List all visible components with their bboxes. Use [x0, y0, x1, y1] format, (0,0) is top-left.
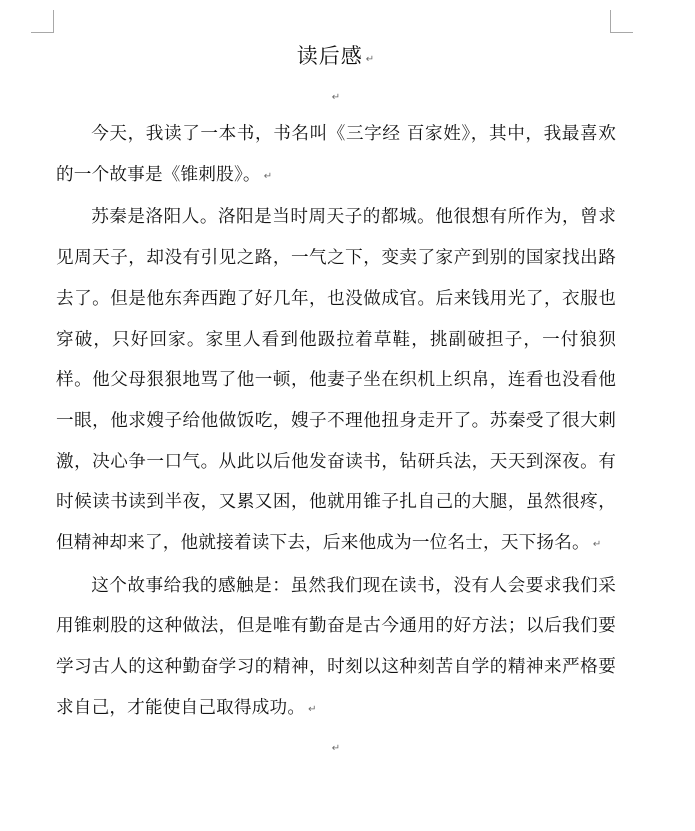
title-text: 读后感: [296, 44, 363, 68]
top-right-margin-mark: [610, 10, 633, 33]
top-left-margin-mark: [31, 10, 54, 33]
empty-paragraph[interactable]: [56, 76, 616, 114]
paragraph-mark-icon: ↵: [331, 92, 341, 103]
paragraph-mark-icon: ↵: [331, 742, 341, 754]
paragraph-text: 苏秦是洛阳人。洛阳是当时周天子的都城。他很想有所作为，曾求见周天子，却没有引见之路，一气之下，变卖了家产到别的国家找出路去了。但是他东奔西跑了好几年，也没做成官。后来钱用光了，衣服也穿破，只好回家。家里人看到他趿拉着草鞋，挑副破担子，一付狼狈样。他父母狠狠地骂了他一顿，他妻子坐在织机上织帛，连看也没看他一眼，他求嫂子给他做饭吃，嫂子不理他扭身走开了。苏秦受了很大刺激，决心争一口气。从此以后他发奋读书，钻研兵法，天天到深夜。有时候读书读到半夜，又累又困，他就用锥子扎自己的大腿，虽然很疼，但精神却来了，他就接着读下去，后来他成为一位名士，天下扬名。: [56, 207, 616, 554]
paragraph-mark-icon: ↵: [592, 539, 602, 551]
document-body[interactable]: [56, 36, 616, 761]
paragraph-text: 今天，我读了一本书，书名叫《三字经 百家姓》，其中，我最喜欢的一个故事是《锥刺股》。: [56, 124, 616, 185]
empty-paragraph[interactable]: [56, 731, 616, 761]
paragraph-text: 这个故事给我的感触是：虽然我们现在读书，没有人会要求我们采用锥刺股的这种做法，但是唯有勤奋是古今通用的好方法；以后我们要学习古人的这种勤奋学习的精神，时刻以这种刻苦自学的精神来严格要求自己，才能使自己取得成功。: [56, 575, 616, 718]
document-title[interactable]: [56, 36, 616, 76]
paragraph-2[interactable]: [56, 197, 616, 565]
paragraph-3[interactable]: [56, 566, 616, 731]
paragraph-mark-icon: ↵: [308, 703, 317, 715]
paragraph-mark-icon: ↵: [263, 170, 273, 182]
paragraph-1[interactable]: [56, 114, 616, 197]
paragraph-mark-icon: ↵: [365, 54, 376, 65]
